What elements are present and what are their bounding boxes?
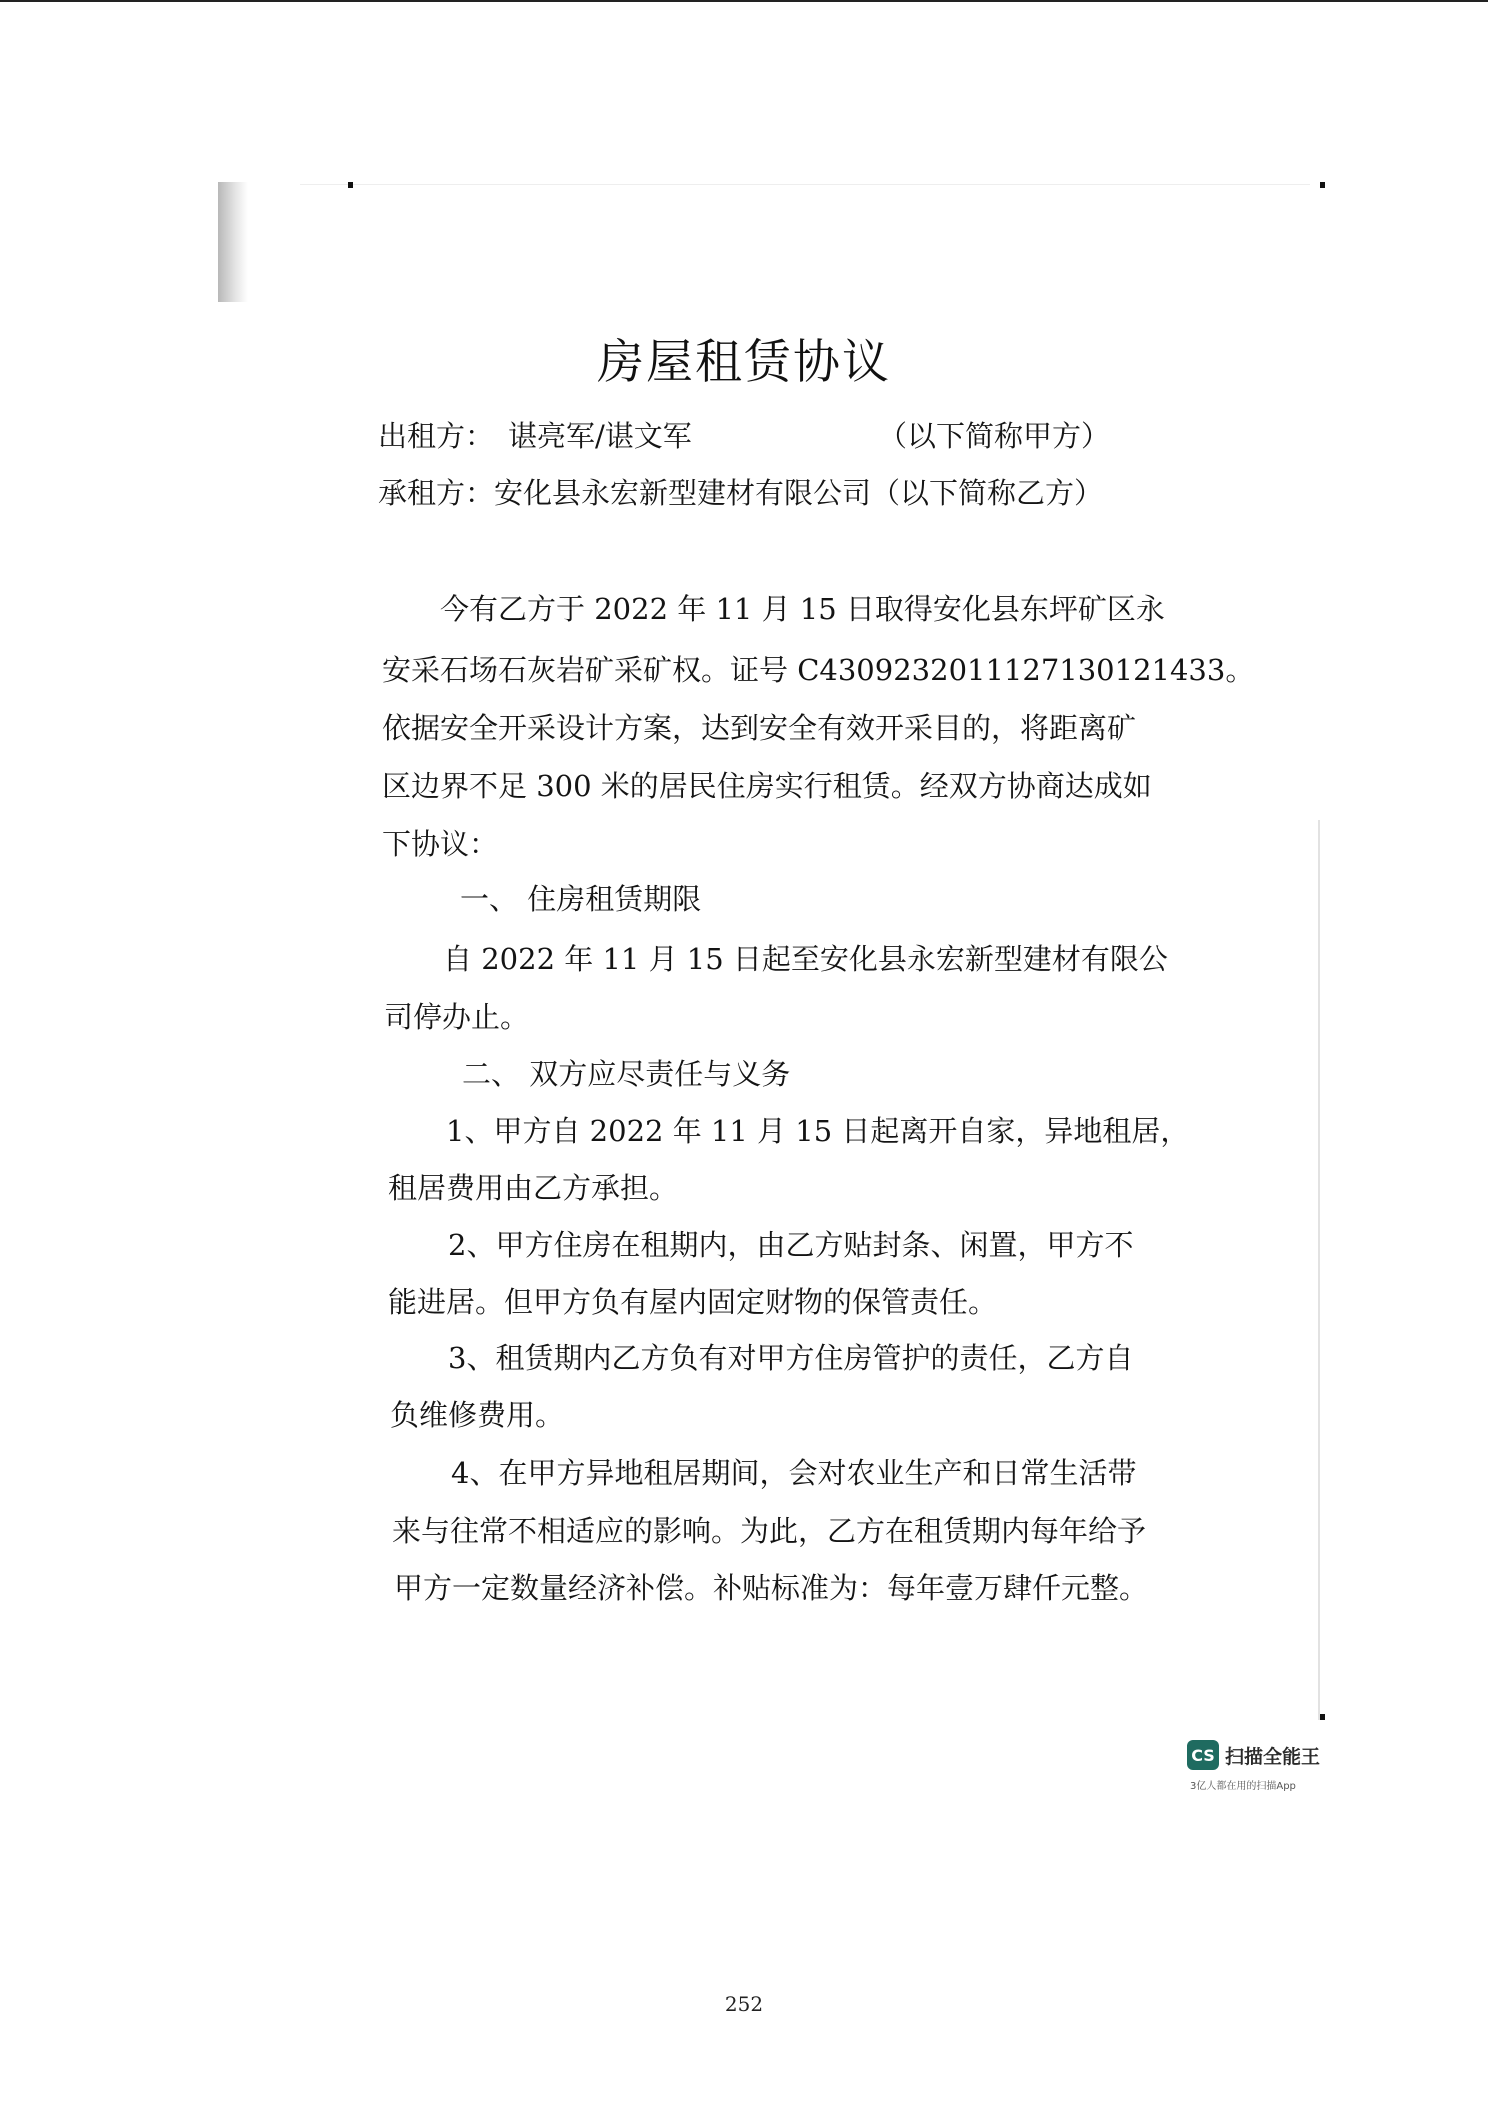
- scan-corner-mark: [1320, 182, 1325, 188]
- paragraph-line: 1、甲方自 2022 年 11 月 15 日起离开自家，异地租居，: [446, 1114, 1190, 1148]
- page-number: 252: [724, 1992, 764, 2016]
- scan-shadow: [218, 182, 248, 302]
- scan-edge: [1318, 820, 1320, 1720]
- lessor-line: [378, 414, 1111, 455]
- lessee-name: 安化县永宏新型建材有限公司: [494, 476, 872, 510]
- paragraph-line: 负维修费用。: [390, 1398, 565, 1432]
- paragraph-line: 3、租赁期内乙方负有对甲方住房管护的责任，乙方自: [448, 1341, 1134, 1375]
- paragraph-line: 来与往常不相适应的影响。为此，乙方在租赁期内每年给予: [392, 1514, 1147, 1548]
- lessee-line: [378, 471, 1103, 512]
- lessee-label: 承租方：: [378, 476, 495, 510]
- section-heading: 一、 住房租赁期限: [460, 882, 702, 916]
- paragraph-line: 能进居。但甲方负有屋内固定财物的保管责任。: [388, 1285, 998, 1319]
- lessor-note: （以下简称甲方）: [878, 419, 1111, 453]
- paragraph-line: 甲方一定数量经济补偿。补贴标准为：每年壹万肆仟元整。: [394, 1571, 1149, 1605]
- lessee-note: （以下简称乙方）: [871, 476, 1104, 510]
- paragraph-line: 2、甲方住房在租期内，由乙方贴封条、闲置，甲方不: [448, 1228, 1134, 1262]
- section-heading: 二、 双方应尽责任与义务: [462, 1057, 791, 1091]
- paragraph-line: 依据安全开采设计方案，达到安全有效开采目的，将距离矿: [382, 711, 1137, 745]
- lessor-label: 出租方：: [378, 419, 495, 453]
- document-title: 房屋租赁协议: [597, 335, 891, 390]
- paragraph-line: 区边界不足 300 米的居民住房实行租赁。经双方协商达成如: [382, 769, 1152, 803]
- paragraph-line: 4、在甲方异地租居期间，会对农业生产和日常生活带: [451, 1456, 1137, 1490]
- paragraph-line: 自 2022 年 11 月 15 日起至安化县永宏新型建材有限公: [443, 942, 1168, 976]
- scan-corner-mark: [348, 182, 353, 188]
- lessor-name: 谌亮军/谌文军: [508, 419, 692, 453]
- camscanner-app-name: 扫描全能王: [1225, 1745, 1321, 1768]
- paragraph-line: 司停办止。: [384, 1000, 530, 1034]
- paragraph-line: 安采石场石灰岩矿采矿权。证号 C4309232011127130121433。: [382, 653, 1255, 687]
- camscanner-watermark: [1187, 1740, 1320, 1770]
- paragraph-line: 下协议：: [382, 827, 499, 861]
- scan-corner-mark: [1320, 1714, 1325, 1720]
- paragraph-line: 今有乙方于 2022 年 11 月 15 日取得安化县东坪矿区永: [440, 592, 1165, 626]
- paragraph-line: 租居费用由乙方承担。: [388, 1171, 679, 1205]
- scan-edge: [300, 184, 1310, 185]
- page-top-border: [0, 0, 1488, 2]
- camscanner-logo-icon: CS: [1187, 1740, 1219, 1770]
- camscanner-tagline: 3亿人都在用的扫描App: [1190, 1781, 1296, 1792]
